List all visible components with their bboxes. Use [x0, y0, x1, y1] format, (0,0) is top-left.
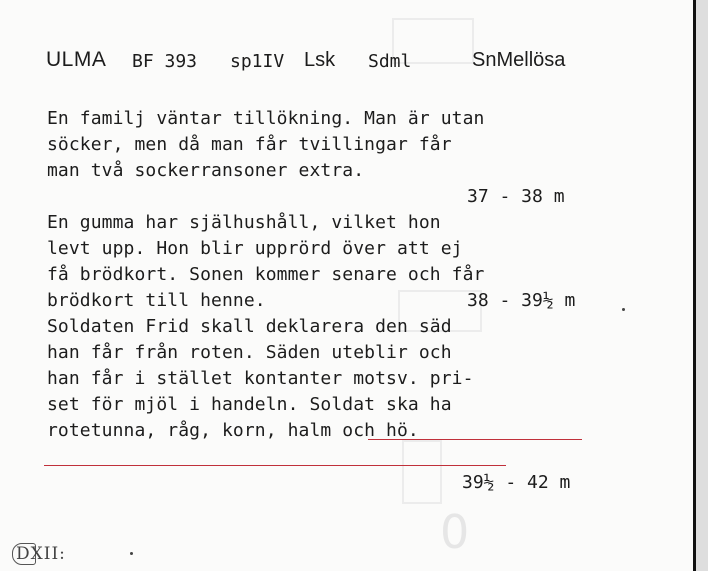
- time-reference: 37 - 38 m: [467, 186, 565, 207]
- text-line: han får i stället kontanter motsv. pri-: [47, 368, 474, 389]
- collector-code: sp1IV: [230, 51, 285, 72]
- card-edge: [696, 0, 708, 571]
- region-code: Lsk: [304, 49, 336, 71]
- text-line: han får från roten. Säden uteblir och: [47, 342, 452, 363]
- time-reference: 39½ - 42 m: [462, 472, 571, 493]
- text-line: set för mjöl i handeln. Soldat ska ha: [47, 394, 452, 415]
- text-line: En gumma har själhushåll, vilket hon: [47, 212, 441, 233]
- text-line: man två sockerransoner extra.: [47, 160, 365, 181]
- text-line: Soldaten Frid skall deklarera den säd: [47, 316, 452, 337]
- text-line: söcker, men då man får tvillingar får: [47, 134, 452, 155]
- speck: [622, 308, 625, 311]
- parish-name: SnMellösa: [472, 49, 566, 71]
- red-underline: [44, 465, 506, 466]
- text-line: En familj väntar tillökning. Man är utan: [47, 108, 485, 129]
- time-reference: 38 - 39½ m: [467, 290, 576, 311]
- archive-name: ULMA: [46, 48, 107, 71]
- archive-mark: DXII:: [16, 544, 66, 564]
- speck: [130, 552, 133, 555]
- show-through-mark: 0: [440, 505, 470, 559]
- text-line: levt upp. Hon blir upprörd över att ej: [47, 238, 463, 259]
- show-through-mark: [402, 440, 442, 504]
- record-number: BF 393: [132, 51, 198, 72]
- text-line: få brödkort. Sonen kommer senare och får: [47, 264, 485, 285]
- text-line: brödkort till henne.: [47, 290, 266, 311]
- province-code: Sdml: [368, 51, 412, 72]
- red-underline: [368, 439, 582, 440]
- text-line: rotetunna, råg, korn, halm och hö.: [47, 420, 419, 441]
